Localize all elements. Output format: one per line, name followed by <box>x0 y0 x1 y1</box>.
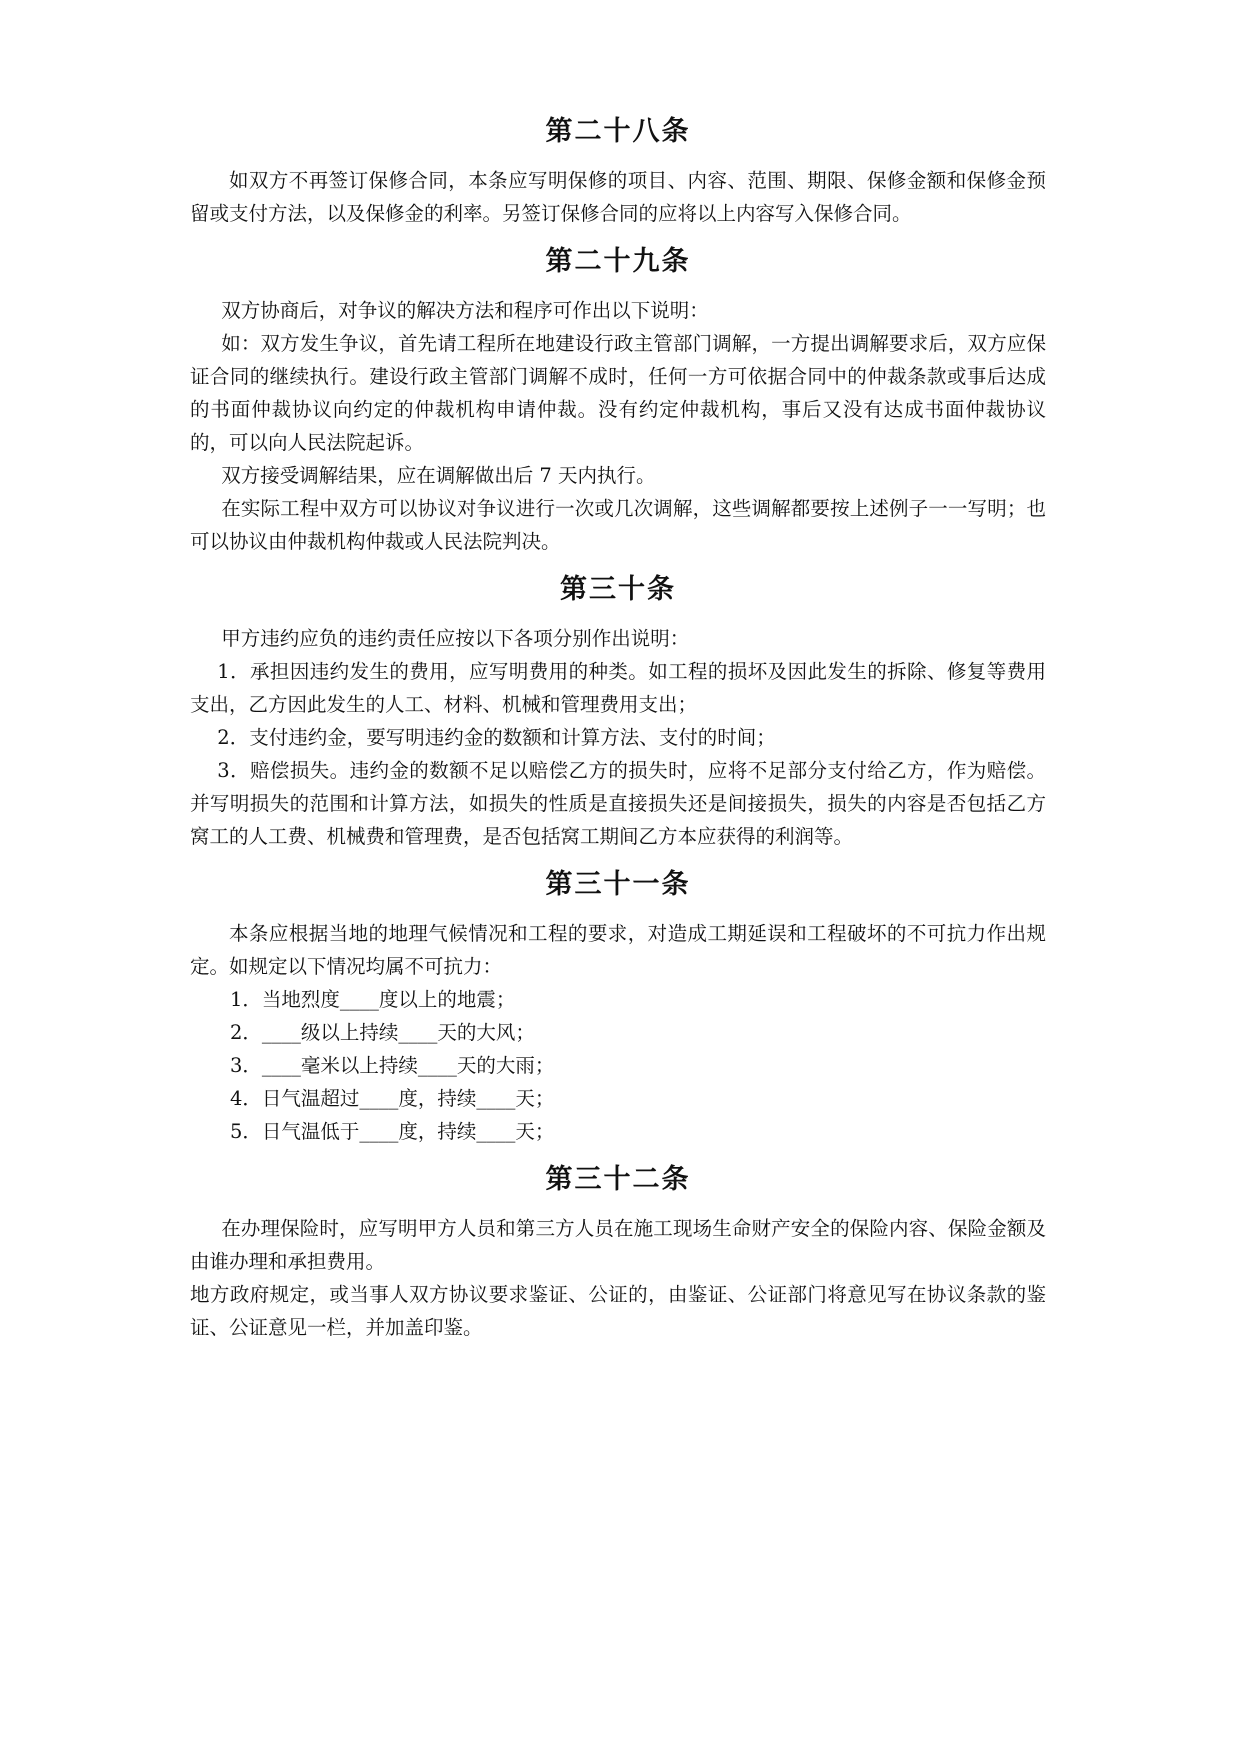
paragraph: 如：双方发生争议，首先请工程所在地建设行政主管部门调解，一方提出调解要求后，双方应保证合同的继续执行。建设行政主管部门调解不成时，任何一方可依据合同中的仲裁条款或事后达成的书面仲裁协议向约定的仲裁机构申请仲裁。没有约定仲裁机构，事后又没有达成书面仲裁协议的，可以向人民法院起诉。 <box>190 332 1046 454</box>
paragraph: 在办理保险时，应写明甲方人员和第三方人员在施工现场生命财产安全的保险内容、保险金额及由谁办理和承担费用。 <box>190 1217 1046 1273</box>
article-32 <box>190 1162 1046 1344</box>
list-item: 4．日气温超过____度，持续____天； <box>230 1087 555 1110</box>
article-31 <box>190 867 1046 1148</box>
document-page <box>190 100 1046 1344</box>
paragraph: 在实际工程中双方可以协议对争议进行一次或几次调解，这些调解都要按上述例子一一写明；也可以协议由仲裁机构仲裁或人民法院判决。 <box>190 497 1046 553</box>
article-29 <box>190 244 1046 558</box>
article-heading: 第三十二条 <box>545 1164 691 1195</box>
paragraph: 2．支付违约金，要写明违约金的数额和计算方法、支付的时间； <box>217 726 776 749</box>
paragraph: 双方协商后，对争议的解决方法和程序可作出以下说明： <box>221 299 709 322</box>
list-item: 5．日气温低于____度，持续____天； <box>230 1120 555 1143</box>
article-heading: 第三十条 <box>560 574 676 605</box>
article-30 <box>190 572 1046 853</box>
paragraph: 地方政府规定，或当事人双方协议要求鉴证、公证的，由鉴证、公证部门将意见写在协议条款的鉴证、公证意见一栏，并加盖印鉴。 <box>190 1283 1046 1339</box>
paragraph: 如双方不再签订保修合同，本条应写明保修的项目、内容、范围、期限、保修金额和保修金预留或支付方法，以及保修金的利率。另签订保修合同的应将以上内容写入保修合同。 <box>190 169 1046 225</box>
paragraph: 甲方违约应负的违约责任应按以下各项分别作出说明： <box>221 627 690 650</box>
paragraph: 本条应根据当地的地理气候情况和工程的要求，对造成工期延误和工程破坏的不可抗力作出规定。如规定以下情况均属不可抗力： <box>190 922 1046 978</box>
article-heading: 第三十一条 <box>545 869 691 900</box>
paragraph: 3．赔偿损失。违约金的数额不足以赔偿乙方的损失时，应将不足部分支付给乙方，作为赔偿。并写明损失的范围和计算方法，如损失的性质是直接损失还是间接损失，损失的内容是否包括乙方窝工的人工费、机械费和管理费，是否包括窝工期间乙方本应获得的利润等。 <box>190 759 1046 848</box>
list-item: 3．____毫米以上持续____天的大雨； <box>230 1054 555 1077</box>
list-item: 2．____级以上持续____天的大风； <box>230 1021 535 1044</box>
list-item: 1．当地烈度____度以上的地震； <box>230 988 516 1011</box>
paragraph: 1．承担因违约发生的费用，应写明费用的种类。如工程的损坏及因此发生的拆除、修复等费用支出，乙方因此发生的人工、材料、机械和管理费用支出； <box>190 660 1046 716</box>
paragraph: 双方接受调解结果，应在调解做出后 7 天内执行。 <box>221 464 656 487</box>
article-heading: 第二十九条 <box>545 246 691 277</box>
article-28 <box>190 114 1046 230</box>
article-heading: 第二十八条 <box>545 116 691 147</box>
